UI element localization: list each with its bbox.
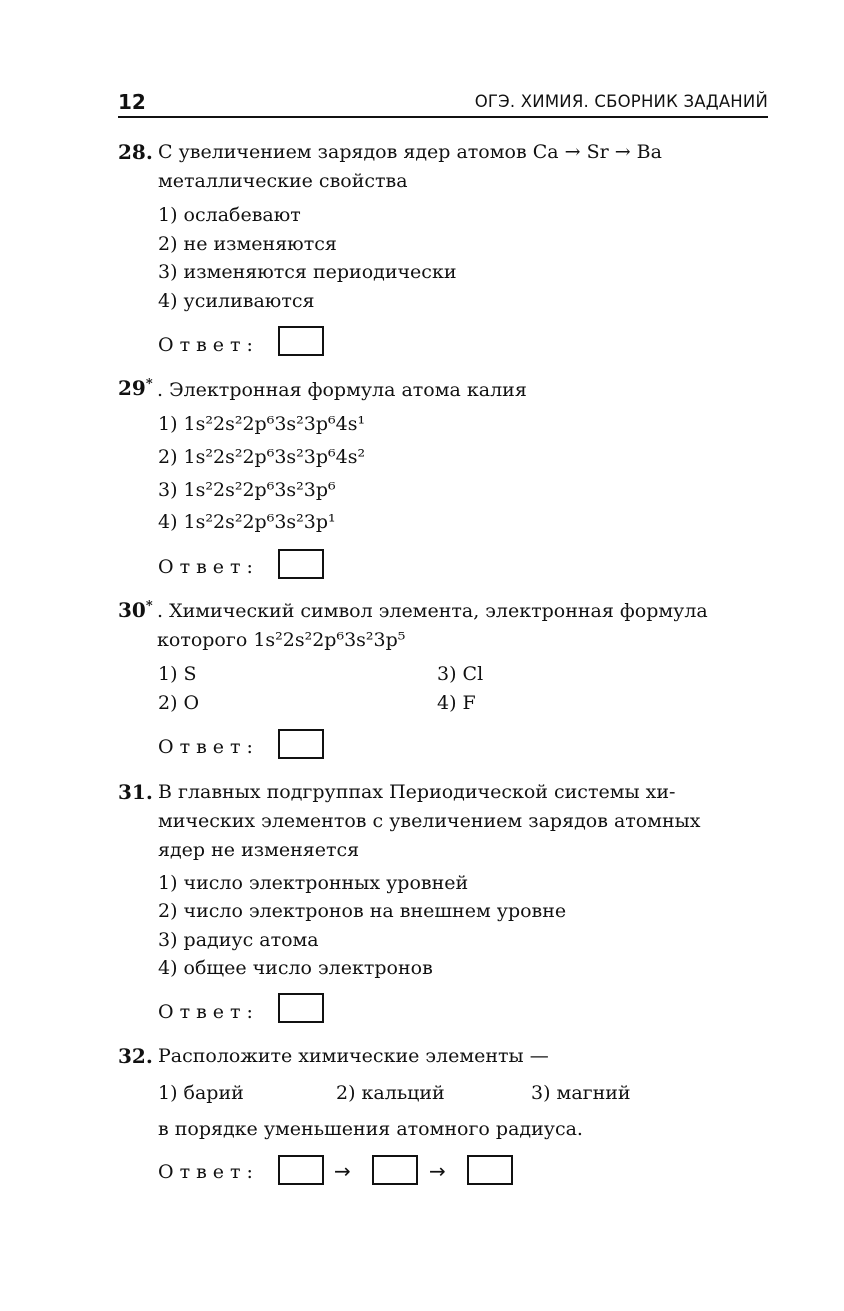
question-28-option-3: 3) изменяются периодически [158, 261, 457, 283]
question-31-answer-label: Ответ: [158, 1001, 259, 1023]
question-30-option-4: 4) F [437, 692, 476, 714]
question-32-answer-box-1[interactable] [278, 1155, 324, 1185]
question-29-answer-box[interactable] [278, 549, 324, 579]
page-header [118, 88, 768, 118]
question-32-option-2: 2) кальций [336, 1082, 445, 1104]
question-28-line2: металлические свойства [158, 170, 408, 192]
question-31-option-2: 2) число электронов на внешнем уровне [158, 900, 567, 922]
question-30-answer-label: Ответ: [158, 736, 259, 758]
question-28-answer-box[interactable] [278, 326, 324, 356]
question-32-answer-box-3[interactable] [467, 1155, 513, 1185]
question-29-text: . Электронная формула атома калия [157, 379, 527, 401]
question-30-star: * [145, 598, 153, 614]
question-29-star: * [145, 376, 153, 392]
question-28-text [158, 138, 768, 196]
question-32-answer-label: Ответ: [158, 1161, 259, 1183]
question-30-prefix: которого [157, 629, 248, 651]
question-32-text: Расположите химические элементы — [158, 1045, 549, 1067]
question-32-option-1: 1) барий [158, 1082, 244, 1104]
question-31-number: 31. [118, 780, 153, 804]
question-32-text-after: в порядке уменьшения атомного радиуса. [158, 1118, 583, 1140]
question-28-line1: С увеличением зарядов ядер атомов Ca → Sr → Ba [158, 141, 662, 163]
question-30-num: 30 [118, 598, 146, 622]
question-28-option-4: 4) усиливаются [158, 290, 315, 312]
question-31-text [158, 778, 768, 865]
question-30-number [118, 598, 153, 622]
question-29-answer-label: Ответ: [158, 556, 259, 578]
question-28-number: 28. [118, 140, 153, 164]
question-30-option-3: 3) Cl [437, 663, 484, 685]
question-28-option-1: 1) ослабевают [158, 204, 301, 226]
question-32-option-3: 3) магний [531, 1082, 631, 1104]
question-30-formula: 1s²2s²2p⁶3s²3p⁵ [253, 629, 406, 651]
question-32-arrow-2: → [429, 1159, 446, 1183]
question-30-option-2: 2) O [158, 692, 200, 714]
question-31-option-1: 1) число электронных уровней [158, 872, 469, 894]
question-30-line2 [157, 626, 767, 655]
question-32-number: 32. [118, 1044, 153, 1068]
question-28-answer-label: Ответ: [158, 334, 259, 356]
question-28-option-2: 2) не изменяются [158, 233, 337, 255]
question-29-option-2: 2) 1s²2s²2p⁶3s²3p⁶4s² [158, 446, 366, 468]
question-31-line1: В главных подгруппах Периодической системы хи- [158, 781, 676, 803]
question-31-line2: мических элементов с увеличением зарядов атомных [158, 810, 701, 832]
question-31-line3: ядер не изменяется [158, 839, 360, 861]
question-31-option-4: 4) общее число электронов [158, 957, 433, 979]
question-29-option-3: 3) 1s²2s²2p⁶3s²3p⁶ [158, 479, 336, 501]
question-30-option-1: 1) S [158, 663, 197, 685]
question-30-line1: . Химический символ элемента, электронная формула [157, 600, 708, 622]
question-31-answer-box[interactable] [278, 993, 324, 1023]
question-29-option-1: 1) 1s²2s²2p⁶3s²3p⁶4s¹ [158, 413, 366, 435]
question-32-answer-box-2[interactable] [372, 1155, 418, 1185]
question-32-arrow-1: → [334, 1159, 351, 1183]
question-30-answer-box[interactable] [278, 729, 324, 759]
page-number: 12 [118, 90, 146, 114]
book-title: ОГЭ. ХИМИЯ. СБОРНИК ЗАДАНИЙ [474, 92, 768, 111]
question-29-option-4: 4) 1s²2s²2p⁶3s²3p¹ [158, 511, 336, 533]
question-31-option-3: 3) радиус атома [158, 929, 319, 951]
question-29-num: 29 [118, 376, 146, 400]
question-29-number [118, 376, 153, 400]
question-30-text [157, 597, 767, 655]
